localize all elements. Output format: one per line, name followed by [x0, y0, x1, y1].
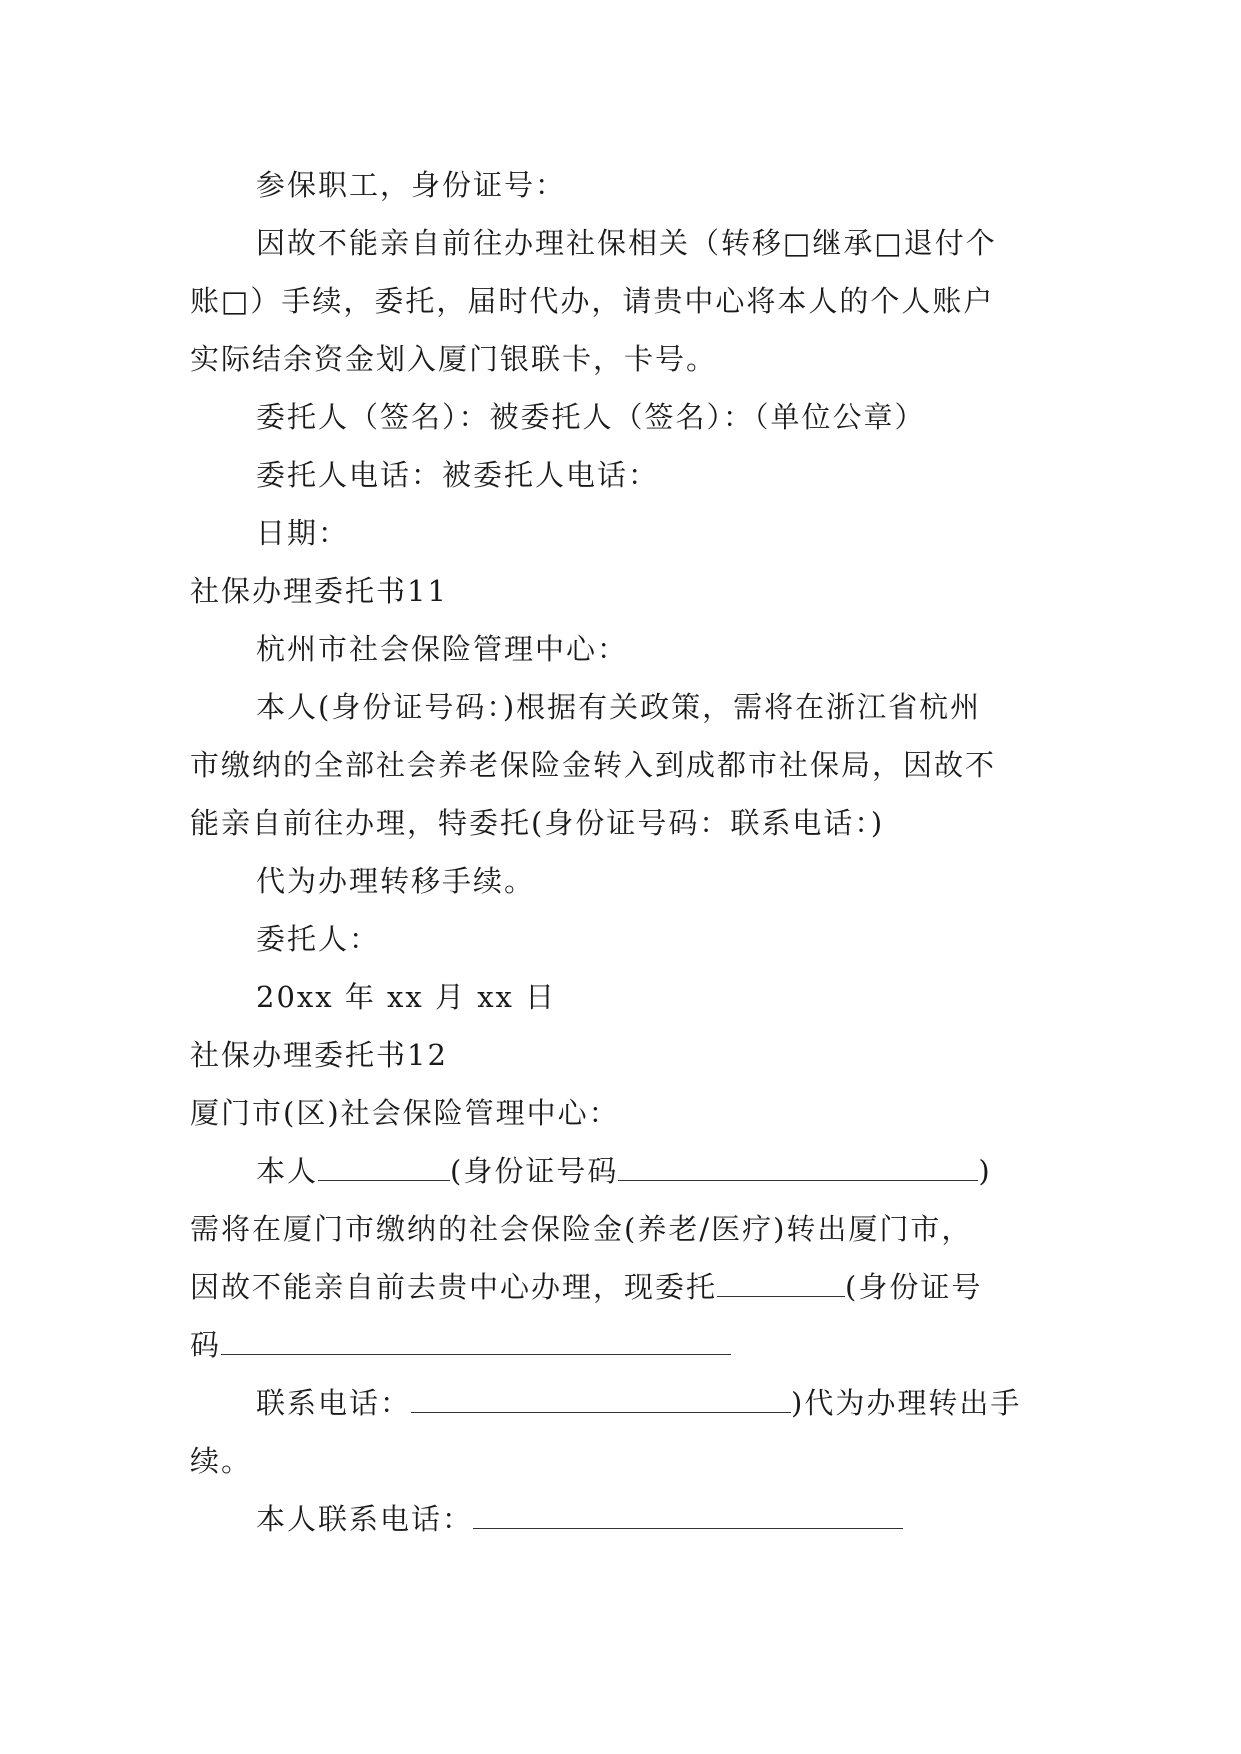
- text-segment: ): [978, 1154, 992, 1188]
- principal-line: 委托人：: [256, 922, 381, 956]
- paragraph-line: 市缴纳的全部社会养老保险金转入到成都市社保局，因故不: [190, 748, 997, 782]
- phone-line: 委托人电话：被委托人电话：: [256, 458, 660, 492]
- text-segment: (身份证号码: [450, 1154, 619, 1188]
- text-segment: 联系电话：: [256, 1386, 412, 1420]
- text-segment: )代为办理转出手: [791, 1386, 1022, 1420]
- name-blank: [318, 1150, 450, 1181]
- paragraph-line: 需将在厦门市缴纳的社会保险金(养老/医疗)转出厦门市，: [190, 1212, 973, 1246]
- paragraph-line: [190, 1316, 1050, 1374]
- paragraph-line: 本人(身份证号码：)根据有关政策，需将在浙江省杭州: [256, 690, 982, 724]
- paragraph-line: 账□）手续，委托，届时代办，请贵中心将本人的个人账户: [190, 284, 995, 318]
- agent-phone-blank: [411, 1382, 791, 1413]
- text-segment: 本人: [256, 1154, 319, 1188]
- paragraph-line: [190, 1374, 1050, 1432]
- paragraph-line: 实际结余资金划入厦门银联卡，卡号。: [190, 342, 718, 376]
- text-segment: 本人联系电话：: [256, 1502, 474, 1536]
- text-segment: (身份证号: [845, 1270, 983, 1304]
- section-title: 社保办理委托书11: [190, 574, 448, 608]
- agent-id-blank: [221, 1324, 731, 1355]
- paragraph-line: 参保职工，身份证号：: [256, 168, 567, 202]
- paragraph-line: 因故不能亲自前往办理社保相关（转移□继承□退付个: [256, 226, 997, 260]
- addressee: 杭州市社会保险管理中心：: [256, 632, 629, 666]
- date-line: 20xx 年 xx 月 xx 日: [256, 980, 557, 1014]
- paragraph-line: [190, 1490, 1050, 1548]
- own-phone-blank: [473, 1498, 903, 1529]
- section-title: 社保办理委托书12: [190, 1038, 448, 1072]
- text-segment: 码: [190, 1328, 222, 1362]
- paragraph-line: [190, 1142, 1050, 1200]
- agent-name-blank: [717, 1266, 845, 1297]
- date-line: 日期：: [256, 516, 350, 550]
- paragraph-line: [190, 1258, 1050, 1316]
- addressee: 厦门市(区)社会保险管理中心：: [190, 1096, 620, 1130]
- text-segment: 因故不能亲自前去贵中心办理，现委托: [190, 1270, 718, 1304]
- paragraph-line: 代为办理转移手续。: [256, 864, 536, 898]
- id-number-blank: [618, 1150, 978, 1181]
- paragraph-line: 续。: [190, 1444, 253, 1478]
- signature-line: 委托人（签名）：被委托人（签名）：（单位公章）: [256, 400, 926, 434]
- document-body: [190, 156, 1050, 1548]
- paragraph-line: 能亲自前往办理，特委托(身份证号码：联系电话：): [190, 806, 885, 840]
